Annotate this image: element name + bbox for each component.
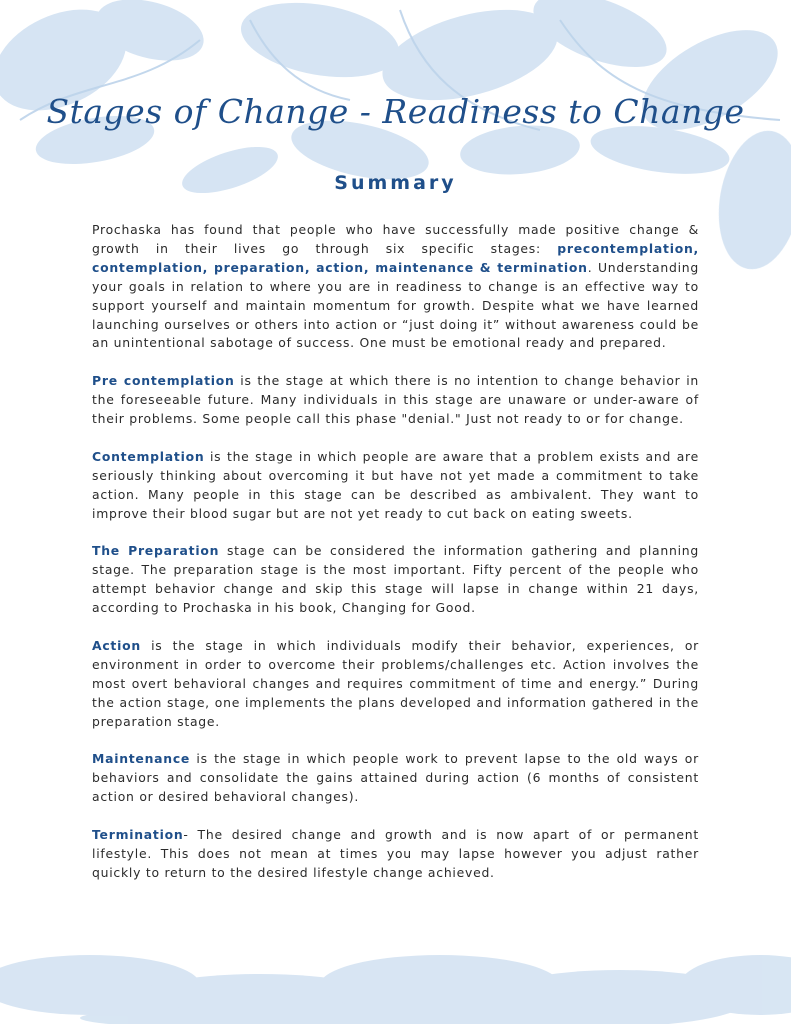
- stage-description: - The desired change and growth and is now apart of or permanent lifestyle. This does not mean at times you may lapse however you adjust rather quickly to return to the desired lifestyle change achieved.: [92, 826, 699, 880]
- stage-description: is the stage in which people work to prevent lapse to the old ways or behaviors and consolidate the gains attained during action (6 months of consistent action or desired behavioral changes).: [92, 751, 699, 805]
- intro-text: Prochaska has found that people who have successfully made positive change & growth in their lives go through six specific stages:: [92, 222, 699, 256]
- page-title: Stages of Change - Readiness to Change: [46, 92, 745, 131]
- stage-maintenance: [92, 750, 699, 807]
- stage-action: [92, 637, 699, 732]
- stage-description: is the stage in which people are aware that a problem exists and are seriously thinking about overcoming it but have not yet made a commitment to take action. Many people in this stage can be described as ambivalent. They want to improve their blood sugar but are not yet ready to cut back on eating sweets.: [92, 448, 699, 521]
- stage-preparation: [92, 542, 699, 618]
- stage-term: Contemplation: [92, 448, 205, 464]
- document-body: [92, 221, 699, 902]
- stage-description: stage can be considered the information gathering and planning stage. The preparation stage is the most important. Fifty percent of the people who attempt behavior change and skip this stage will lapse in change within 21 days, according to Prochaska in his book, Changing for Good.: [92, 543, 699, 616]
- stage-term: Termination: [92, 826, 184, 842]
- stage-term: Action: [92, 637, 141, 653]
- intro-text-continued: . Understanding your goals in relation to where you are in readiness to change is an effective way to support yourself and maintain momentum for growth. Despite what we have learned launching ourselves or others into action or “just doing it” without awareness could be an unintentional sabotage of success. One must be emotional ready and prepared.: [92, 259, 699, 351]
- intro-paragraph: [92, 221, 699, 353]
- stage-precontemplation: [92, 372, 699, 429]
- stage-termination: [92, 826, 699, 883]
- stage-contemplation: [92, 448, 699, 524]
- stage-description: is the stage at which there is no intention to change behavior in the foreseeable future. Many individuals in this stage are unaware or under-aware of their problems. Some people call this phase "denial." Just not ready to or for change.: [92, 373, 699, 427]
- stages-list: precontemplation, contemplation, preparation, action, maintenance & termination: [92, 240, 699, 275]
- stage-term: Maintenance: [92, 751, 191, 767]
- stage-term: Pre contemplation: [92, 373, 235, 389]
- section-heading: Summary: [334, 172, 457, 194]
- stage-description: is the stage in which individuals modify their behavior, experiences, or environment in order to overcome their problems/challenges etc. Action involves the most overt behavioral changes and requires commitment of time and energy.” During the action stage, one implements the plans developed and information gathered in the preparation stage.: [92, 637, 699, 729]
- stage-term: The Preparation: [92, 543, 220, 559]
